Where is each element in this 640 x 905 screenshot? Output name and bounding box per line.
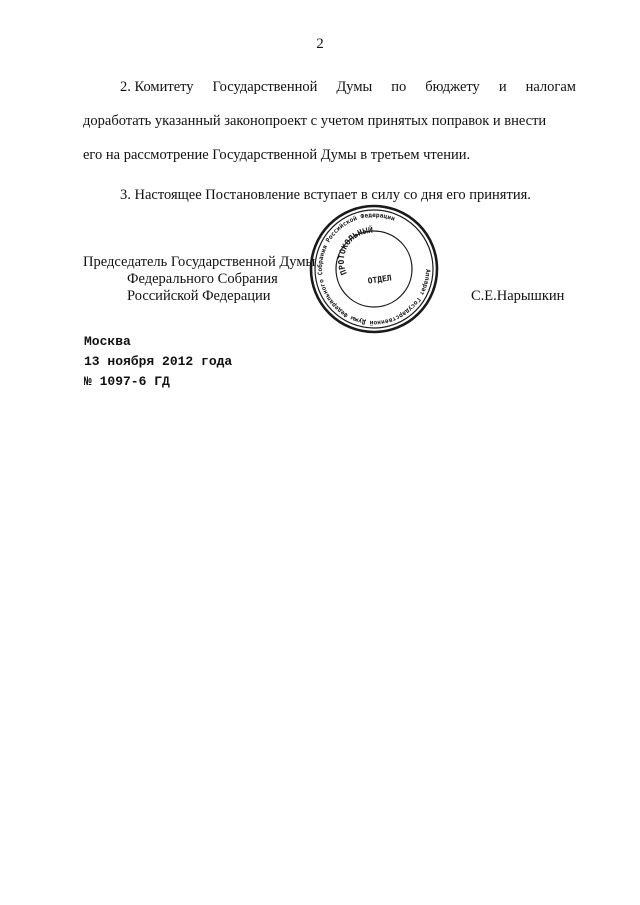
seal-outer-text: Аппарат Государственной Думы Федерального Собрания Российской Федерации [316, 211, 432, 327]
paragraph-2-word: бюджету [425, 79, 480, 95]
signature-title-line-1: Председатель Государственной Думы [83, 254, 316, 270]
paragraph-2-word: по [391, 79, 407, 95]
paragraph-2-word: налогам [525, 79, 576, 95]
paragraph-2-word: и [498, 79, 507, 95]
paragraph-2-line-2: доработать указанный законопроект с учетом принятых поправок и внести [83, 113, 547, 129]
paragraph-2 [83, 70, 576, 172]
paragraph-2-line-1 [83, 70, 576, 104]
seal-inner-text-1: ПРОТОКОЛЬНЫЙ [336, 225, 374, 277]
paragraph-2-line-3: его на рассмотрение Государственной Думы в третьем чтении. [83, 147, 471, 163]
footer-number: № 1097-6 ГД [84, 374, 170, 389]
svg-text:Аппарат Государственной Думы Ф [316, 212, 431, 327]
paragraph-2-word: Государственной [212, 79, 318, 95]
footer-date: 13 ноября 2012 года [84, 354, 233, 369]
signature-title-line-2: Федерального Собрания [127, 271, 278, 287]
seal-inner-text-2: ОТДЕЛ [367, 273, 393, 286]
paragraph-3: 3. Настоящее Постановление вступает в силу со дня его принятия. [120, 187, 531, 203]
signer-name: С.Е.Нарышкин [471, 288, 565, 304]
paragraph-2-word: 2. Комитету [120, 79, 194, 95]
footer-city: Москва [84, 334, 131, 349]
paragraph-2-word: Думы [336, 79, 373, 95]
signature-title-line-3: Российской Федерации [127, 288, 271, 304]
official-seal [302, 204, 446, 334]
page-number: 2 [316, 36, 324, 52]
signature-title [83, 254, 315, 305]
document-footer [84, 332, 232, 392]
